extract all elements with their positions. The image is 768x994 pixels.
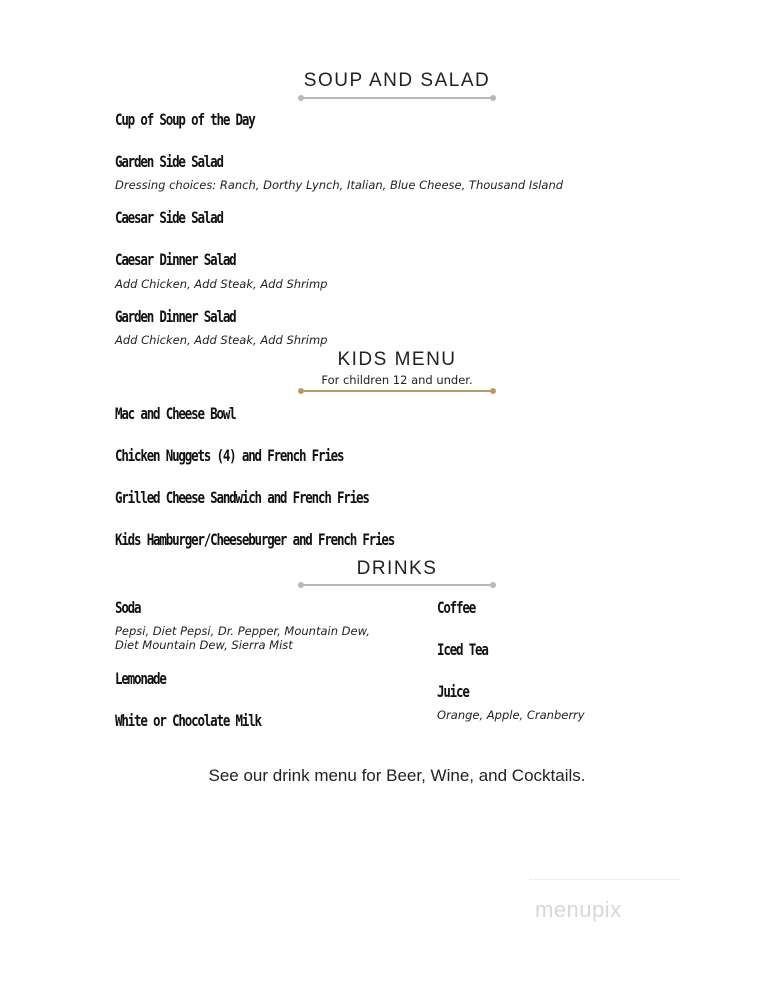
garden-side-salad-desc: Dressing choices: Ranch, Dorthy Lynch, Italian, Blue Cheese, Thousand Island bbox=[115, 178, 564, 192]
soda-desc-line2: Diet Mountain Dew, Sierra Mist bbox=[115, 638, 293, 652]
menu-item-garden-dinner-salad: Garden Dinner Salad bbox=[115, 307, 236, 326]
soup-salad-title: SOUP AND SALAD bbox=[303, 70, 491, 91]
menu-item-chicken-nuggets: Chicken Nuggets (4) and French Fries bbox=[115, 446, 344, 465]
menu-item-soda: Soda bbox=[115, 598, 141, 617]
kids-menu-title: KIDS MENU bbox=[337, 349, 457, 370]
menu-item-grilled-cheese: Grilled Cheese Sandwich and French Fries bbox=[115, 488, 369, 507]
menu-item-white-chocolate-milk: White or Chocolate Milk bbox=[115, 711, 261, 730]
menu-item-soup-of-the-day: Cup of Soup of the Day bbox=[115, 110, 255, 129]
garden-dinner-salad-desc: Add Chicken, Add Steak, Add Shrimp bbox=[115, 333, 328, 347]
caesar-dinner-salad-desc: Add Chicken, Add Steak, Add Shrimp bbox=[115, 277, 328, 291]
menu-item-mac-and-cheese: Mac and Cheese Bowl bbox=[115, 404, 236, 423]
menu-item-caesar-side-salad: Caesar Side Salad bbox=[115, 208, 223, 227]
drink-menu-note: See our drink menu for Beer, Wine, and Cocktails. bbox=[208, 766, 586, 785]
menu-item-coffee: Coffee bbox=[437, 598, 476, 617]
menupix-watermark: menupix bbox=[535, 897, 622, 922]
section-divider bbox=[300, 390, 494, 392]
drinks-title: DRINKS bbox=[356, 558, 438, 579]
soda-desc-line1: Pepsi, Diet Pepsi, Dr. Pepper, Mountain Dew, bbox=[115, 624, 370, 638]
menu-item-lemonade: Lemonade bbox=[115, 669, 166, 688]
menu-item-kids-burger: Kids Hamburger/Cheeseburger and French Fries bbox=[115, 530, 395, 549]
kids-menu-subtitle: For children 12 and under. bbox=[321, 373, 473, 387]
section-divider bbox=[300, 97, 494, 99]
juice-desc: Orange, Apple, Cranberry bbox=[437, 708, 585, 722]
menu-item-juice: Juice bbox=[437, 682, 469, 701]
watermark-decoration bbox=[530, 879, 680, 888]
menu-item-caesar-dinner-salad: Caesar Dinner Salad bbox=[115, 250, 236, 269]
section-divider bbox=[300, 584, 494, 586]
menu-item-iced-tea: Iced Tea bbox=[437, 640, 488, 659]
menu-item-garden-side-salad: Garden Side Salad bbox=[115, 152, 223, 171]
